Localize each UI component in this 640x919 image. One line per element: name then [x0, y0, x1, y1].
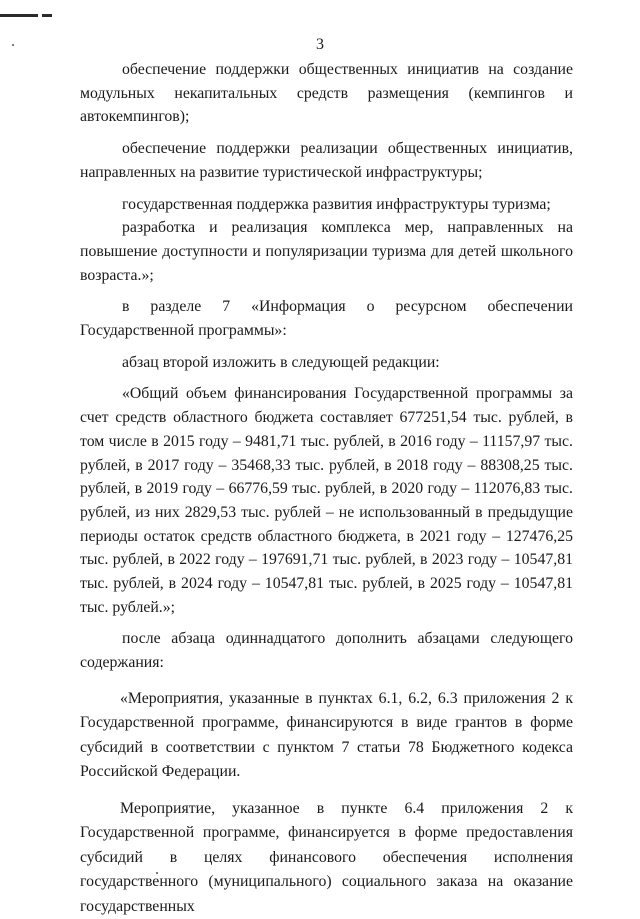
- scan-mark: [42, 14, 52, 17]
- paragraph: после абзаца одиннадцатого дополнить абзацами следующего содержания:: [80, 630, 573, 672]
- paragraph: обеспечение поддержки общественных инициатив на создание модульных некапитальных средств размещения (кемпингов и автокемпингов);: [80, 61, 573, 126]
- paragraph: разработка и реализация комплекса мер, направленных на повышение доступности и популяризации туризма для детей школьного возраста.»;: [80, 219, 573, 284]
- document-body: [80, 58, 573, 919]
- paragraph: «Мероприятия, указанные в пунктах 6.1, 6.2, 6.3 приложения 2 к Государственной программе, финансируются в виде грантов в форме субсидий в соответствии с пунктом 7 статьи 78 Бюджетного кодекса Российской Федерации.: [80, 689, 573, 781]
- scan-mark: [0, 14, 38, 17]
- page-number: 3: [316, 36, 324, 53]
- paragraph: в разделе 7 «Информация о ресурсном обеспечении Государственной программы»:: [80, 298, 573, 340]
- paragraph: «Общий объем финансирования Государственной программы за счет средств областного бюджета составляет 677251,54 тыс. рублей, в том числе в 2015 году – 9481,71 тыс. рублей, в 2016 году – 11157,97 тыс. рублей, в 2017 году – 35468,33 тыс. рублей, в 2018 году – 88308,25 тыс. рублей, в 2019 году – 66776,59 тыс. рублей, в 2020 году – 112076,83 тыс. рублей, из них 2829,53 тыс. рублей – не использованный в предыдущие периоды остаток средств областного бюджета, в 2021 году – 127476,25 тыс. рублей, в 2022 году – 197691,71 тыс. рублей, в 2023 году – 10547,81 тыс. рублей, в 2024 году – 10547,81 тыс. рублей, в 2025 году – 10547,81 тыс. рублей.»;: [80, 385, 573, 616]
- paragraph: государственная поддержка развития инфраструктуры туризма;: [122, 195, 551, 213]
- paragraph: абзац второй изложить в следующей редакции:: [122, 353, 440, 371]
- paragraph: обеспечение поддержки реализации общественных инициатив, направленных на развитие туристической инфраструктуры;: [80, 140, 573, 181]
- paragraph: Мероприятие, указанное в пункте 6.4 приложения 2 к Государственной программе, финансируется в форме предоставления субсидий в целях финансового обеспечения исполнения государственного (муниципального) социального заказа на оказание государственных: [80, 799, 573, 915]
